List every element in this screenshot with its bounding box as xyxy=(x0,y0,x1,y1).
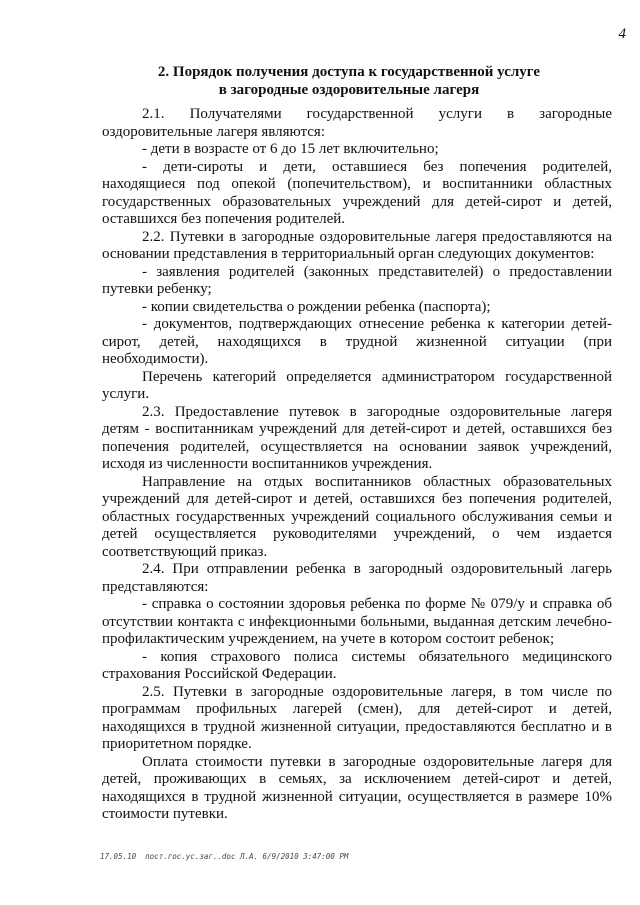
paragraph: Оплата стоимости путевки в загородные оздоровительные лагеря для детей, проживающих в семьях, за исключением детей-сирот и детей, находящихся в трудной жизненной ситуации, осуществляется в размере 10% стоимости путевки. xyxy=(102,753,612,822)
paragraph: - заявления родителей (законных представителей) о предоставлении путевки ребенку; xyxy=(102,263,612,297)
page-number: 4 xyxy=(618,26,626,42)
paragraph: Направление на отдых воспитанников областных образовательных учреждений для детей-сирот и детей, оставшихся без попечения родителей, областных государственных учреждений социального обслуживания семьи и детей осуществляется руководителями учреждений, о чем издается соответствующий приказ. xyxy=(102,473,612,560)
paragraph: - дети в возрасте от 6 до 15 лет включительно; xyxy=(142,141,439,157)
section-title-line-1: 2. Порядок получения доступа к государственной услуге xyxy=(157,64,541,80)
document-body xyxy=(102,106,612,824)
paragraph: 2.3. Предоставление путевок в загородные оздоровительные лагеря детям - воспитанникам учреждений для детей-сирот и детей, оставшихся без попечения родителей, осуществляется на основании заявок учреждений, исходя из численности воспитанников учреждения. xyxy=(102,403,612,472)
paragraph: Перечень категорий определяется администратором государственной услуги. xyxy=(102,368,612,402)
paragraph: 2.4. При отправлении ребенка в загородный оздоровительный лагерь представляются: xyxy=(102,561,612,595)
paragraph: - документов, подтверждающих отнесение ребенка к категории детей-сирот, детей, находящихся в трудной жизненной ситуации (при необходимости). xyxy=(102,316,612,367)
section-title xyxy=(100,64,598,99)
file-footer: 17.05.10 пост.гос.ус.заг..doc Л.А. 6/9/2010 3:47:00 PM xyxy=(100,852,349,861)
section-title-line-2: в загородные оздоровительные лагеря xyxy=(218,81,480,98)
paragraph: - дети-сироты и дети, оставшиеся без попечения родителей, находящиеся под опекой (попечительством), и воспитанники областных государственных образовательных учреждений для детей-сирот и детей, оставшихся без попечения родителей. xyxy=(102,158,612,227)
paragraph: - справка о состоянии здоровья ребенка по форме № 079/у и справка об отсутствии контакта с инфекционными больными, выданная детским лечебно-профилактическим учреждением, на учете в котором состоит ребенок; xyxy=(102,596,612,647)
paragraph: - копии свидетельства о рождении ребенка (паспорта); xyxy=(142,298,491,315)
paragraph: 2.1. Получателями государственной услуги в загородные оздоровительные лагеря являются: xyxy=(102,106,612,140)
paragraph: 2.2. Путевки в загородные оздоровительные лагеря предоставляются на основании представления в территориальный орган следующих документов: xyxy=(102,228,612,262)
paragraph: 2.5. Путевки в загородные оздоровительные лагеря, в том числе по программам профильных лагерей (смен), для детей-сирот и детей, находящихся в трудной жизненной ситуации, предоставляются бесплатно и в приоритетном порядке. xyxy=(102,683,612,752)
paragraph: - копия страхового полиса системы обязательного медицинского страхования Российской Федерации. xyxy=(102,648,612,682)
